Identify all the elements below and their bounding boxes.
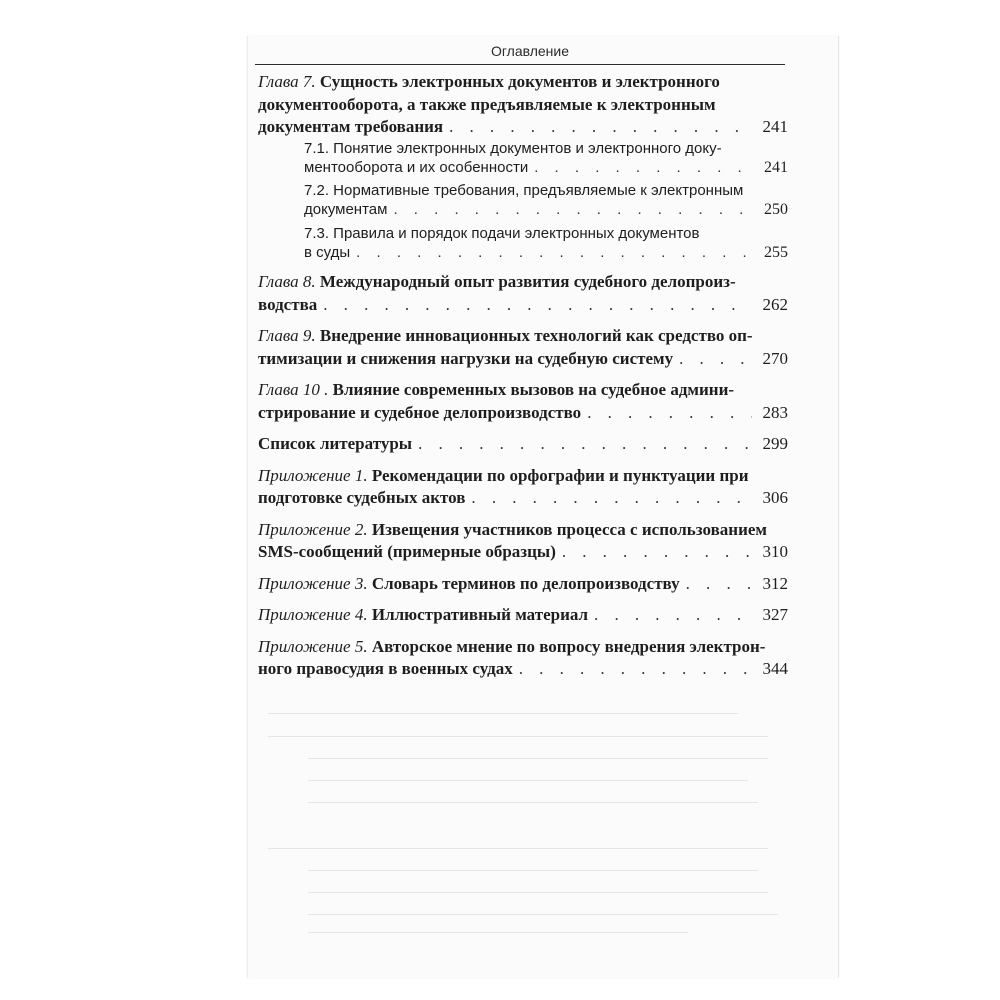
dot-leader (393, 200, 752, 219)
chapter-7-sections (304, 139, 788, 263)
dot-leader (418, 433, 752, 456)
toc-section-7-1[interactable] (304, 139, 788, 178)
appendix-title-line2: подготовке судебных актов (258, 488, 466, 508)
section-title-line2: ментооборота и их особенности (304, 158, 529, 176)
toc-entry-chapter-7[interactable] (258, 71, 788, 139)
page-number: 270 (762, 348, 788, 368)
chapter-label: Глава 8. (258, 272, 316, 292)
appendix-title-line2: SMS-сообщений (примерные образцы) (258, 542, 556, 562)
dot-leader (449, 116, 752, 139)
dot-leader (471, 487, 752, 510)
page-number: 312 (762, 573, 788, 593)
dot-leader (686, 573, 752, 596)
page-number: 310 (762, 542, 788, 562)
chapter-label: Глава 10 . (258, 380, 329, 400)
header-rule (255, 64, 785, 65)
section-title-line2: документам (304, 201, 388, 219)
section-title-line2: в суды (304, 243, 351, 261)
page-number: 327 (762, 605, 788, 625)
chapter-title-line1: Внедрение инновационных технологий как средство оп- (319, 326, 753, 346)
chapter-title-line2: стрирование и судебное делопроизводство (258, 402, 582, 422)
page-number: 262 (762, 294, 788, 314)
chapter-title-line1: Сущность электронных документов и электронного (319, 72, 720, 91)
dot-leader (519, 658, 752, 681)
section-title-line1: 7.3. Правила и порядок подачи электронных документов (304, 224, 700, 242)
toc-entry-references[interactable] (258, 433, 788, 456)
chapter-title-line3: документам требования (258, 117, 444, 136)
references-title: Список литературы (258, 434, 413, 454)
dot-leader (679, 348, 752, 371)
page-number: 344 (762, 659, 788, 679)
page-number: 250 (764, 201, 788, 219)
chapter-title-line1: Влияние современных вызовов на судебное админи- (332, 380, 735, 400)
dot-leader (562, 541, 752, 564)
toc-entry-appendix-2[interactable] (258, 519, 788, 564)
running-head-title: Оглавление (490, 43, 570, 59)
toc-section-7-3[interactable] (304, 224, 788, 263)
page-number: 283 (762, 402, 788, 422)
chapter-label: Глава 7. (258, 72, 316, 91)
dot-leader (323, 294, 752, 317)
appendix-title-line1: Авторское мнение по вопросу внедрения электрон- (371, 636, 766, 656)
page-number: 241 (762, 117, 788, 136)
appendix-label: Приложение 4. (258, 605, 368, 625)
toc-entry-chapter-8[interactable] (258, 271, 788, 316)
toc-section-7-2[interactable] (304, 181, 788, 220)
appendix-label: Приложение 1. (258, 465, 368, 485)
appendix-title-line2: ного правосудия в военных судах (258, 659, 513, 679)
dot-leader (534, 158, 752, 177)
page-number: 306 (762, 488, 788, 508)
toc-entry-appendix-3[interactable] (258, 573, 788, 596)
appendix-label: Приложение 3. (258, 573, 368, 593)
page-number: 241 (764, 158, 788, 176)
toc-entry-chapter-10[interactable] (258, 379, 788, 424)
dot-leader (356, 243, 752, 262)
appendix-title-line1: Извещения участников процесса с использованием (371, 519, 767, 539)
dot-leader (587, 402, 752, 425)
dot-leader (594, 604, 752, 627)
section-title-line1: 7.1. Понятие электронных документов и электронного доку- (304, 139, 722, 157)
section-title-line1: 7.2. Нормативные требования, предъявляемые к электронным (304, 182, 744, 200)
appendix-title-line1: Иллюстративный материал (371, 605, 589, 625)
appendix-label: Приложение 2. (258, 519, 368, 539)
toc-entry-appendix-4[interactable] (258, 604, 788, 627)
appendix-label: Приложение 5. (258, 636, 368, 656)
chapter-title-line1: Международный опыт развития судебного делопроиз- (319, 272, 736, 292)
page-number: 255 (764, 243, 788, 261)
chapter-title-line2: водства (258, 294, 318, 314)
page-number: 299 (762, 434, 788, 454)
chapter-title-line2: документооборота, а также предъявляемые к электронным (258, 94, 716, 114)
toc-entry-appendix-5[interactable] (258, 636, 788, 681)
appendix-title-line1: Рекомендации по орфографии и пунктуации при (371, 465, 749, 485)
chapter-title-line2: тимизации и снижения нагрузки на судебную систему (258, 348, 674, 368)
toc-entry-appendix-1[interactable] (258, 465, 788, 510)
chapter-label: Глава 9. (258, 326, 316, 346)
toc-entry-chapter-9[interactable] (258, 325, 788, 370)
table-of-contents (258, 71, 788, 690)
appendix-title-line1: Словарь терминов по делопроизводству (371, 573, 680, 593)
